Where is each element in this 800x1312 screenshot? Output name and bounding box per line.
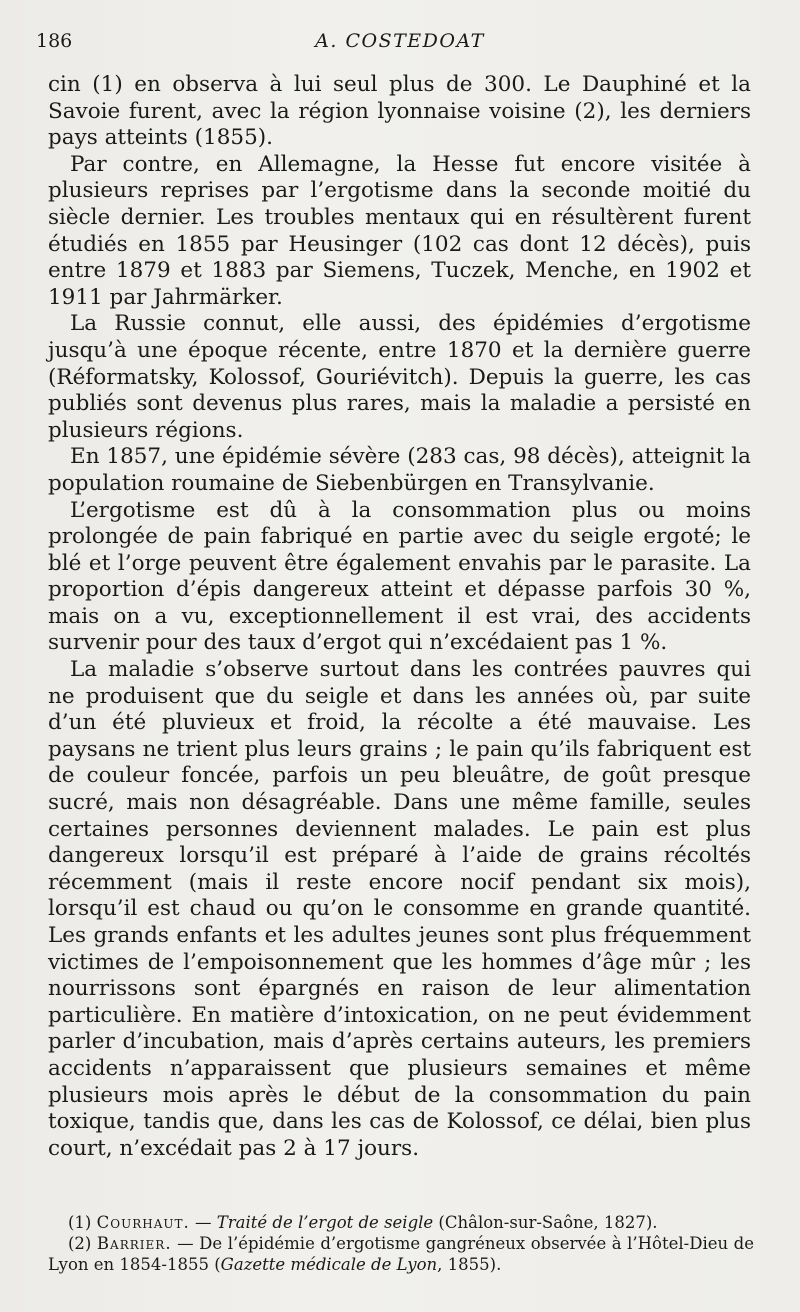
paragraph: En 1857, une épidémie sévère (283 cas, 98 décès), atteignit la population roumaine de Siebenbürgen en Transylvanie. — [48, 444, 751, 496]
footnote-rest: (Châlon-sur-Saône, 1827). — [433, 1213, 658, 1232]
footnote-journal: Gazette médicale de Lyon — [220, 1255, 438, 1274]
footnote-text: De l’épidémie d’ergotisme gangréneux observée à l’Hôtel-Dieu de Lyon en 1854-1855 ( — [48, 1234, 754, 1274]
footnote-dash: — — [189, 1213, 217, 1232]
paragraph: La maladie s’observe surtout dans les contrées pauvres qui ne produisent que du seigle et dans les années où, par suite d’un été pluvieux et froid, la récolte a été mauvaise. Les paysans ne trient plus leurs grains ; le pain qu’ils fabriquent est de couleur foncée, parfois un peu bleuâtre, de goût presque sucré, mais non désagréable. Dans une même famille, seules certaines personnes deviennent malades. Le pain est plus dangereux lorsqu’il est préparé à l’aide de grains récoltés récemment (mais il reste encore nocif pendant six mois), lorsqu’il est chaud ou qu’on le consomme en grande quantité. Les grands enfants et les adultes jeunes sont plus fréquemment victimes de l’empoisonnement que les hommes d’âge mûr ; les nourrissons sont épargnés en raison de leur alimentation particulière. En matière d’intoxication, on ne peut évidemment parler d’incubation, mais d’après certains auteurs, les premiers accidents n’apparaissent que plusieurs semaines et même plusieurs mois après le début de la consommation du pain toxique, tandis que, dans les cas de Kolossof, ce délai, bien plus court, n’excédait pas 2 à 17 jours. — [48, 657, 751, 1161]
running-title: A. COSTEDOAT — [315, 30, 485, 52]
page-number: 186 — [36, 30, 73, 52]
footnote-number: (2) — [68, 1234, 92, 1253]
paragraph: cin (1) en observa à lui seul plus de 300. Le Dauphiné et la Savoie furent, avec la région lyonnaise voisine (2), les derniers pays atteints (1855). — [48, 72, 751, 151]
paragraph: L’ergotisme est dû à la consommation plus ou moins prolongée de pain fabriqué en partie avec du seigle ergoté; le blé et l’orge peuvent être également envahis par le parasite. La proportion d’épis dangereux atteint et dépasse parfois 30 %, mais on a vu, exceptionnellement il est vrai, des accidents survenir pour des taux d’ergot qui n’excédaient pas 1 %. — [48, 497, 751, 656]
paragraph: Par contre, en Allemagne, la Hesse fut encore visitée à plusieurs reprises par l’ergotisme dans la seconde moitié du siècle dernier. Les troubles mentaux qui en résultèrent furent étudiés en 1855 par Heusinger (102 cas dont 12 décès), puis entre 1879 et 1883 par Siemens, Tuczek, Menche, en 1902 et 1911 par Jahrmärker. — [48, 151, 751, 310]
footnotes — [48, 1212, 754, 1275]
footnote-author: Barrier. — [96, 1234, 172, 1253]
body-text — [48, 72, 751, 1162]
paragraph: La Russie connut, elle aussi, des épidémies d’ergotisme jusqu’à une époque récente, entre 1870 et la dernière guerre (Réformatsky, Kolossof, Gouriévitch). Depuis la guerre, les cas publiés sont devenus plus rares, mais la maladie a persisté en plusieurs régions. — [48, 311, 751, 443]
footnote — [48, 1233, 754, 1275]
footnote-dash: — — [171, 1234, 200, 1253]
page-header — [30, 30, 770, 60]
footnote-rest: , 1855). — [437, 1255, 502, 1274]
footnote-title: Traité de l’ergot de seigle — [216, 1213, 434, 1232]
footnote — [48, 1212, 754, 1233]
footnote-number: (1) — [68, 1213, 92, 1232]
footnote-author: Courhaut. — [96, 1213, 190, 1232]
